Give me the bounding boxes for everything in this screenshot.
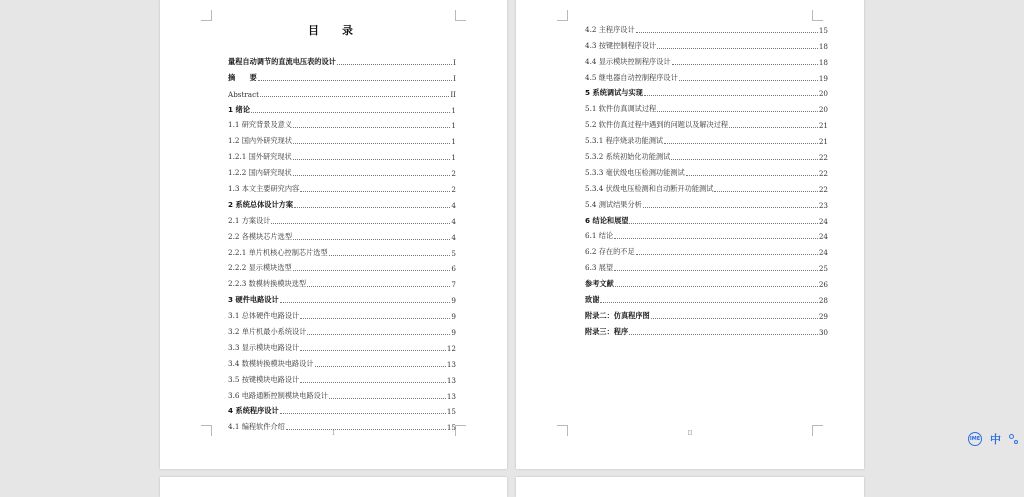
toc-leader-dots (672, 64, 818, 65)
toc-entry-page: 20 (818, 105, 828, 115)
toc-list (228, 51, 456, 432)
toc-entry-page: 4 (451, 216, 456, 226)
toc-entry[interactable] (585, 289, 828, 305)
crop-mark (455, 10, 466, 21)
toc-entry[interactable] (585, 210, 828, 226)
toc-entry[interactable] (228, 51, 456, 67)
toc-entry-label: 2 系统总体设计方案 (228, 199, 294, 209)
toc-leader-dots (614, 270, 818, 271)
toc-entry-label: 5.1 软件仿真调试过程 (585, 104, 657, 114)
toc-entry[interactable] (585, 305, 828, 321)
toc-entry-page: 24 (818, 248, 828, 258)
toc-entry-page: 13 (446, 391, 456, 401)
toc-entry[interactable] (228, 99, 456, 115)
toc-entry[interactable] (228, 321, 456, 337)
toc-entry-label: 2.2.3 数模转换模块选型 (228, 279, 307, 289)
toc-entry[interactable] (228, 305, 456, 321)
toc-leader-dots (714, 191, 817, 192)
toc-entry[interactable] (228, 289, 456, 305)
toc-entry[interactable] (228, 194, 456, 210)
toc-leader-dots (307, 334, 450, 335)
toc-entry-page: 23 (818, 200, 828, 210)
toc-entry-page: 24 (818, 232, 828, 242)
toc-entry-label: 摘 要 (228, 72, 257, 82)
toc-entry-label: 3.6 电路通断控制模块电路设计 (228, 390, 328, 400)
toc-entry-page: 28 (818, 296, 828, 306)
toc-entry[interactable] (585, 51, 828, 67)
toc-entry-label: 1.3 本文主要研究内容 (228, 184, 300, 194)
toc-leader-dots (293, 159, 451, 160)
toc-leader-dots (293, 270, 451, 271)
toc-entry-label: 5.3.2 系统初始化功能测试 (585, 152, 671, 162)
toc-entry-label: 5 系统调试与实现 (585, 88, 643, 98)
toc-leader-dots (664, 143, 818, 144)
toc-entry[interactable] (585, 226, 828, 242)
toc-leader-dots (679, 80, 818, 81)
toc-entry-label: 1.2.2 国内研究现状 (228, 168, 292, 178)
toc-entry-page: I (453, 57, 456, 67)
toc-title: 目 录 (308, 24, 359, 37)
toc-entry-page: 6 (451, 264, 456, 274)
toc-entry-page: 26 (818, 280, 828, 290)
toc-entry[interactable] (228, 146, 456, 162)
toc-entry-label: 3.1 总体硬件电路设计 (228, 311, 300, 321)
document-page-2 (516, 0, 864, 469)
toc-leader-dots (651, 318, 818, 319)
toc-leader-dots (260, 96, 449, 97)
document-page-4 (516, 477, 864, 497)
toc-entry[interactable] (228, 226, 456, 242)
toc-entry[interactable] (585, 98, 828, 114)
toc-entry-label: 1.1 研究背景及意义 (228, 120, 293, 130)
toc-entry-label: 2.2.2 显示模块选型 (228, 263, 292, 273)
toc-entry-label: 4 系统程序设计 (228, 406, 279, 416)
ime-punctuation-icon[interactable] (1009, 433, 1019, 445)
toc-entry-label: 4.5 继电器自动控制程序设计 (585, 72, 678, 82)
toc-entry-label: 3.2 单片机最小系统设计 (228, 327, 307, 337)
toc-entry-label: 6.2 存在的不足 (585, 247, 635, 257)
toc-leader-dots (657, 111, 818, 112)
toc-leader-dots (643, 207, 818, 208)
toc-leader-dots (293, 127, 450, 128)
toc-entry-label: 1.2.1 国外研究现状 (228, 152, 292, 162)
toc-leader-dots (271, 223, 450, 224)
toc-entry-page: 2 (451, 185, 456, 195)
toc-entry[interactable] (228, 385, 456, 401)
crop-mark (201, 10, 212, 21)
toc-entry-label: 参考文献 (585, 279, 614, 289)
toc-entry-label: 3.3 显示模块电路设计 (228, 342, 300, 352)
page-number: I (332, 430, 335, 437)
toc-entry-page: 18 (818, 57, 828, 67)
toc-leader-dots (329, 255, 451, 256)
toc-entry-page: 22 (818, 153, 828, 163)
toc-entry-page: 20 (818, 89, 828, 99)
toc-entry[interactable] (228, 337, 456, 353)
toc-entry-page: 9 (451, 296, 456, 306)
toc-entry[interactable] (585, 273, 828, 289)
toc-entry[interactable] (585, 146, 828, 162)
toc-entry[interactable] (228, 369, 456, 385)
toc-entry-label: 4.3 按键控制程序设计 (585, 40, 657, 50)
toc-entry-label: 1.2 国内外研究现状 (228, 136, 293, 146)
toc-leader-dots (300, 350, 446, 351)
toc-entry[interactable] (585, 130, 828, 146)
toc-entry-page: 21 (818, 121, 828, 131)
toc-leader-dots (636, 254, 818, 255)
toc-entry-label: 附录二：仿真程序图 (585, 310, 650, 320)
toc-leader-dots (307, 286, 450, 287)
toc-entry-page: 7 (451, 280, 456, 290)
toc-entry[interactable] (585, 241, 828, 257)
ime-logo-icon[interactable]: IME (968, 432, 982, 446)
toc-entry[interactable] (585, 194, 828, 210)
toc-entry-page: 30 (818, 327, 828, 337)
toc-leader-dots (671, 159, 818, 160)
toc-entry-page: 25 (818, 264, 828, 274)
toc-leader-dots (600, 302, 817, 303)
toc-entry[interactable] (585, 19, 828, 35)
toc-entry-page: 1 (451, 153, 456, 163)
toc-entry-label: 附录三：程序 (585, 326, 629, 336)
toc-entry-page: 29 (818, 311, 828, 321)
toc-entry-page: 15 (446, 407, 456, 417)
toc-leader-dots (280, 413, 446, 414)
toc-leader-dots (294, 207, 450, 208)
document-page-3 (160, 477, 507, 497)
toc-leader-dots (686, 175, 818, 176)
toc-entry-label: 2.2 各模块芯片选型 (228, 231, 293, 241)
toc-list (585, 19, 828, 337)
toc-leader-dots (657, 48, 818, 49)
toc-leader-dots (251, 112, 451, 113)
toc-leader-dots (614, 238, 818, 239)
toc-entry-page: 9 (451, 328, 456, 338)
toc-leader-dots (293, 239, 450, 240)
toc-entry-label: 3 硬件电路设计 (228, 295, 279, 305)
document-page-1 (160, 0, 507, 469)
toc-entry[interactable] (228, 242, 456, 258)
toc-entry-label: 6.1 结论 (585, 231, 614, 241)
toc-entry-page: 1 (451, 105, 456, 115)
toc-entry-page: I (453, 73, 456, 83)
toc-entry-page: 18 (818, 41, 828, 51)
toc-entry-label: 5.4 测试结果分析 (585, 199, 642, 209)
toc-entry[interactable] (585, 67, 828, 83)
toc-entry-label: 6 结论和展望 (585, 215, 629, 225)
toc-entry[interactable] (228, 130, 456, 146)
toc-entry-page: 24 (818, 216, 828, 226)
toc-leader-dots (329, 398, 446, 399)
toc-entry-page: 5 (451, 248, 456, 258)
toc-leader-dots (615, 286, 818, 287)
toc-leader-dots (300, 382, 446, 383)
toc-entry-label: 5.3.4 伏级电压检测和自动断开功能测试 (585, 183, 714, 193)
toc-leader-dots (300, 318, 450, 319)
toc-entry[interactable] (228, 401, 456, 417)
toc-entry-page: 4 (451, 232, 456, 242)
toc-entry-label: 3.5 按键模块电路设计 (228, 374, 300, 384)
toc-leader-dots (337, 64, 452, 65)
toc-entry-page: 22 (818, 168, 828, 178)
toc-entry-page: 9 (451, 312, 456, 322)
toc-entry[interactable] (228, 83, 456, 99)
toc-leader-dots (729, 127, 818, 128)
toc-leader-dots (629, 223, 817, 224)
toc-entry-label: 量程自动调节的直流电压表的设计 (228, 56, 336, 66)
toc-entry[interactable] (228, 210, 456, 226)
toc-entry[interactable] (228, 258, 456, 274)
toc-entry-page: 4 (451, 200, 456, 210)
toc-entry[interactable] (585, 114, 828, 130)
toc-leader-dots (636, 32, 818, 33)
toc-entry[interactable] (585, 178, 828, 194)
toc-entry[interactable] (228, 178, 456, 194)
toc-entry[interactable] (228, 273, 456, 289)
toc-entry-label: 3.4 数模转换模块电路设计 (228, 358, 314, 368)
toc-entry-label: 5.3.1 程序烧录功能测试 (585, 136, 664, 146)
input-method-toolbar[interactable] (964, 429, 1024, 449)
toc-entry-label: Abstract (228, 89, 260, 99)
toc-entry-label: 1 绪论 (228, 104, 250, 114)
toc-entry[interactable] (228, 67, 456, 83)
ime-language-toggle[interactable]: 中 (990, 433, 1001, 446)
toc-leader-dots (293, 143, 450, 144)
crop-mark (557, 10, 568, 21)
toc-leader-dots (644, 95, 818, 96)
toc-entry-page: 19 (818, 73, 828, 83)
toc-entry[interactable] (585, 321, 828, 337)
toc-entry[interactable] (585, 257, 828, 273)
toc-leader-dots (300, 191, 450, 192)
toc-entry-label: 2.2.1 单片机核心控制芯片选型 (228, 247, 328, 257)
toc-leader-dots (293, 175, 451, 176)
toc-entry-page: 1 (451, 137, 456, 147)
toc-entry[interactable] (228, 115, 456, 131)
toc-entry-page: 13 (446, 375, 456, 385)
toc-entry-label: 2.1 方案设计 (228, 215, 271, 225)
toc-entry-page: 1 (451, 121, 456, 131)
toc-entry-label: 5.3.3 毫伏级电压检测功能测试 (585, 167, 685, 177)
toc-entry-label: 4.4 显示模块控制程序设计 (585, 56, 671, 66)
toc-entry-page: II (450, 89, 456, 99)
toc-entry-page: 15 (818, 25, 828, 35)
toc-leader-dots (280, 302, 451, 303)
toc-entry-label: 4.2 主程序设计 (585, 24, 635, 34)
toc-entry[interactable] (228, 162, 456, 178)
toc-entry[interactable] (585, 35, 828, 51)
toc-entry[interactable] (585, 162, 828, 178)
toc-entry-page: 12 (446, 343, 456, 353)
toc-entry-page: 21 (818, 137, 828, 147)
toc-leader-dots (315, 366, 446, 367)
toc-entry-label: 6.3 展望 (585, 263, 614, 273)
toc-entry[interactable] (228, 353, 456, 369)
toc-entry-page: 13 (446, 359, 456, 369)
toc-entry-label: 致谢 (585, 295, 600, 305)
toc-entry[interactable] (585, 83, 828, 99)
toc-leader-dots (629, 334, 818, 335)
toc-entry-label: 4.1 编程软件介绍 (228, 422, 285, 432)
toc-entry-label: 5.2 软件仿真过程中遇到的问题以及解决过程 (585, 120, 729, 130)
toc-entry-page: 2 (451, 169, 456, 179)
page-number: II (687, 430, 693, 437)
toc-entry-page: 15 (446, 423, 456, 433)
toc-entry-page: 22 (818, 184, 828, 194)
toc-leader-dots (258, 80, 452, 81)
